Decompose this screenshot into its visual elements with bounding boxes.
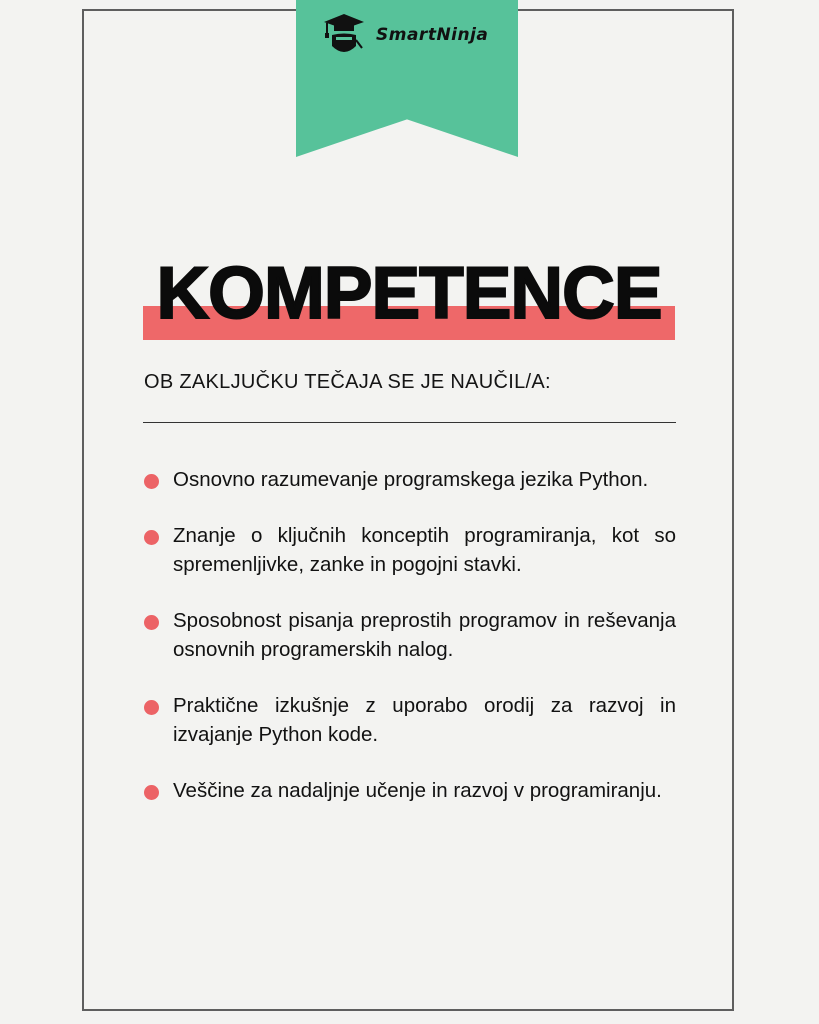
ninja-graduate-icon	[322, 12, 366, 58]
list-item	[143, 691, 676, 749]
brand-logo	[322, 12, 488, 58]
list-item	[143, 521, 676, 579]
list-item-text: Osnovno razumevanje programskega jezika Python.	[173, 468, 649, 491]
list-item	[143, 465, 676, 494]
bullet-dot-icon	[144, 785, 159, 800]
bullet-dot-icon	[144, 474, 159, 489]
title-block	[143, 253, 675, 342]
list-item-text: Veščine za nadaljnje učenje in razvoj v programiranju.	[173, 779, 662, 802]
page-title: KOMPETENCE	[156, 253, 662, 334]
competence-list	[143, 465, 676, 832]
list-item-text: Znanje o ključnih konceptih programiranja, kot so spremenljivke, zanke in pogojni stavki.	[173, 524, 676, 576]
brand-name: SmartNinja	[376, 25, 489, 45]
subtitle: OB ZAKLJUČKU TEČAJA SE JE NAUČIL/A:	[144, 371, 551, 393]
list-item-text: Sposobnost pisanja preprostih programov in reševanja osnovnih programerskih nalog.	[173, 609, 676, 661]
list-item-text: Praktične izkušnje z uporabo orodij za razvoj in izvajanje Python kode.	[173, 694, 676, 746]
bullet-dot-icon	[144, 700, 159, 715]
divider	[143, 422, 676, 423]
list-item	[143, 776, 676, 805]
list-item	[143, 606, 676, 664]
bullet-dot-icon	[144, 530, 159, 545]
bullet-dot-icon	[144, 615, 159, 630]
